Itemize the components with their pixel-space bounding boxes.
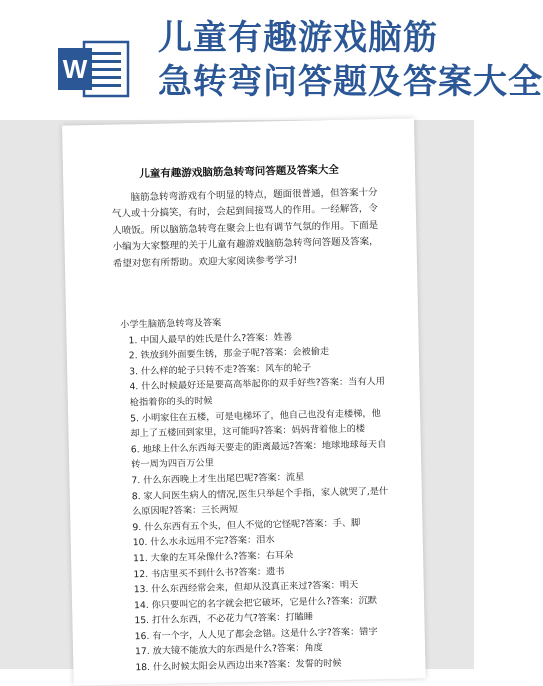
qa-item: 4. 什么时候最好还是要高高举起你的双手好些?答案：当有人用枪指着你的头的时候 [129, 376, 386, 409]
qa-item: 14. 你只要叫它的名字就会把它破坏，它是什么?答案：沉默 [133, 594, 378, 611]
qa-item: 12. 书店里买不到什么书?答案：遗书 [133, 565, 285, 580]
qa-item: 3. 什么样的轮子只转不走?答案：风车的轮子 [129, 362, 312, 378]
document-intro: 脑筋急转弯游戏有个明显的特点，题面很普通，但答案十分气人或十分搞笑，有时，会起到间接骂人的作用。一经解答，令人喷饭。所以脑筋急转弯在聚会上也有调节气氛的作用。下面是小编为大家整理的关于儿童有趣游戏脑筋急转弯问答题及答案，希望对您有所帮助。欢迎大家阅读参考学习! [111, 187, 379, 270]
qa-item: 11. 大象的左耳朵像什么?答案：右耳朵 [133, 549, 294, 565]
document-page [62, 118, 426, 685]
word-document-icon [58, 38, 130, 100]
qa-item: 9. 什么东西有五个头，但人不觉的它怪呢?答案：手、脚 [132, 517, 361, 534]
banner-title-line2: 急转弯问答题及答案大全 [158, 62, 543, 102]
banner [0, 0, 543, 120]
qa-item: 5. 小明家住在五楼，可是电梯坏了，他自己也没有走楼梯，他却上了五楼回到家里，这可能吗?答案：妈妈背着他上的楼 [130, 407, 381, 440]
section-title: 小学生脑筋急转弯及答案 [120, 317, 222, 331]
word-icon-letter: W [62, 54, 88, 84]
document-title: 儿童有趣游戏脑筋急转弯问答题及答案大全 [139, 163, 339, 181]
qa-item: 10. 什么水永远用不完?答案：泪水 [132, 534, 275, 549]
qa-list [114, 312, 393, 676]
banner-title-line1: 儿童有趣游戏脑筋 [158, 18, 438, 58]
qa-item: 6. 地球上什么东西每天要走的距离最远?答案：地球地球每天自转一周为四百万公里 [130, 438, 387, 471]
qa-item: 1. 中国人最早的姓氏是什么?答案：姓善 [128, 331, 293, 346]
qa-item: 13. 什么东西经常会来，但却从没真正来过?答案：明天 [133, 579, 359, 596]
qa-item: 17. 放大镜不能放大的东西是什么?答案：角度 [134, 642, 323, 658]
qa-item: 7. 什么东西晚上才生出尾巴呢?答案：流星 [131, 471, 305, 487]
qa-item: 16. 有一个字，人人见了都会念错。这是什么字?答案：错字 [134, 626, 378, 643]
qa-item: 8. 家人问医生病人的情况,医生只举起个手指，家人就哭了,是什么原因呢?答案：三长两短 [131, 485, 389, 518]
qa-item: 15. 打什么东西，不必花力气?答案：打瞌睡 [134, 611, 314, 627]
document-preview-area [0, 120, 474, 674]
qa-item: 2. 铁放到外面要生锈，那金子呢?答案：会被偷走 [128, 346, 330, 362]
banner-title [158, 16, 543, 104]
qa-item: 18. 什么时候太阳会从西边出来?答案：发誓的时候 [135, 658, 342, 674]
